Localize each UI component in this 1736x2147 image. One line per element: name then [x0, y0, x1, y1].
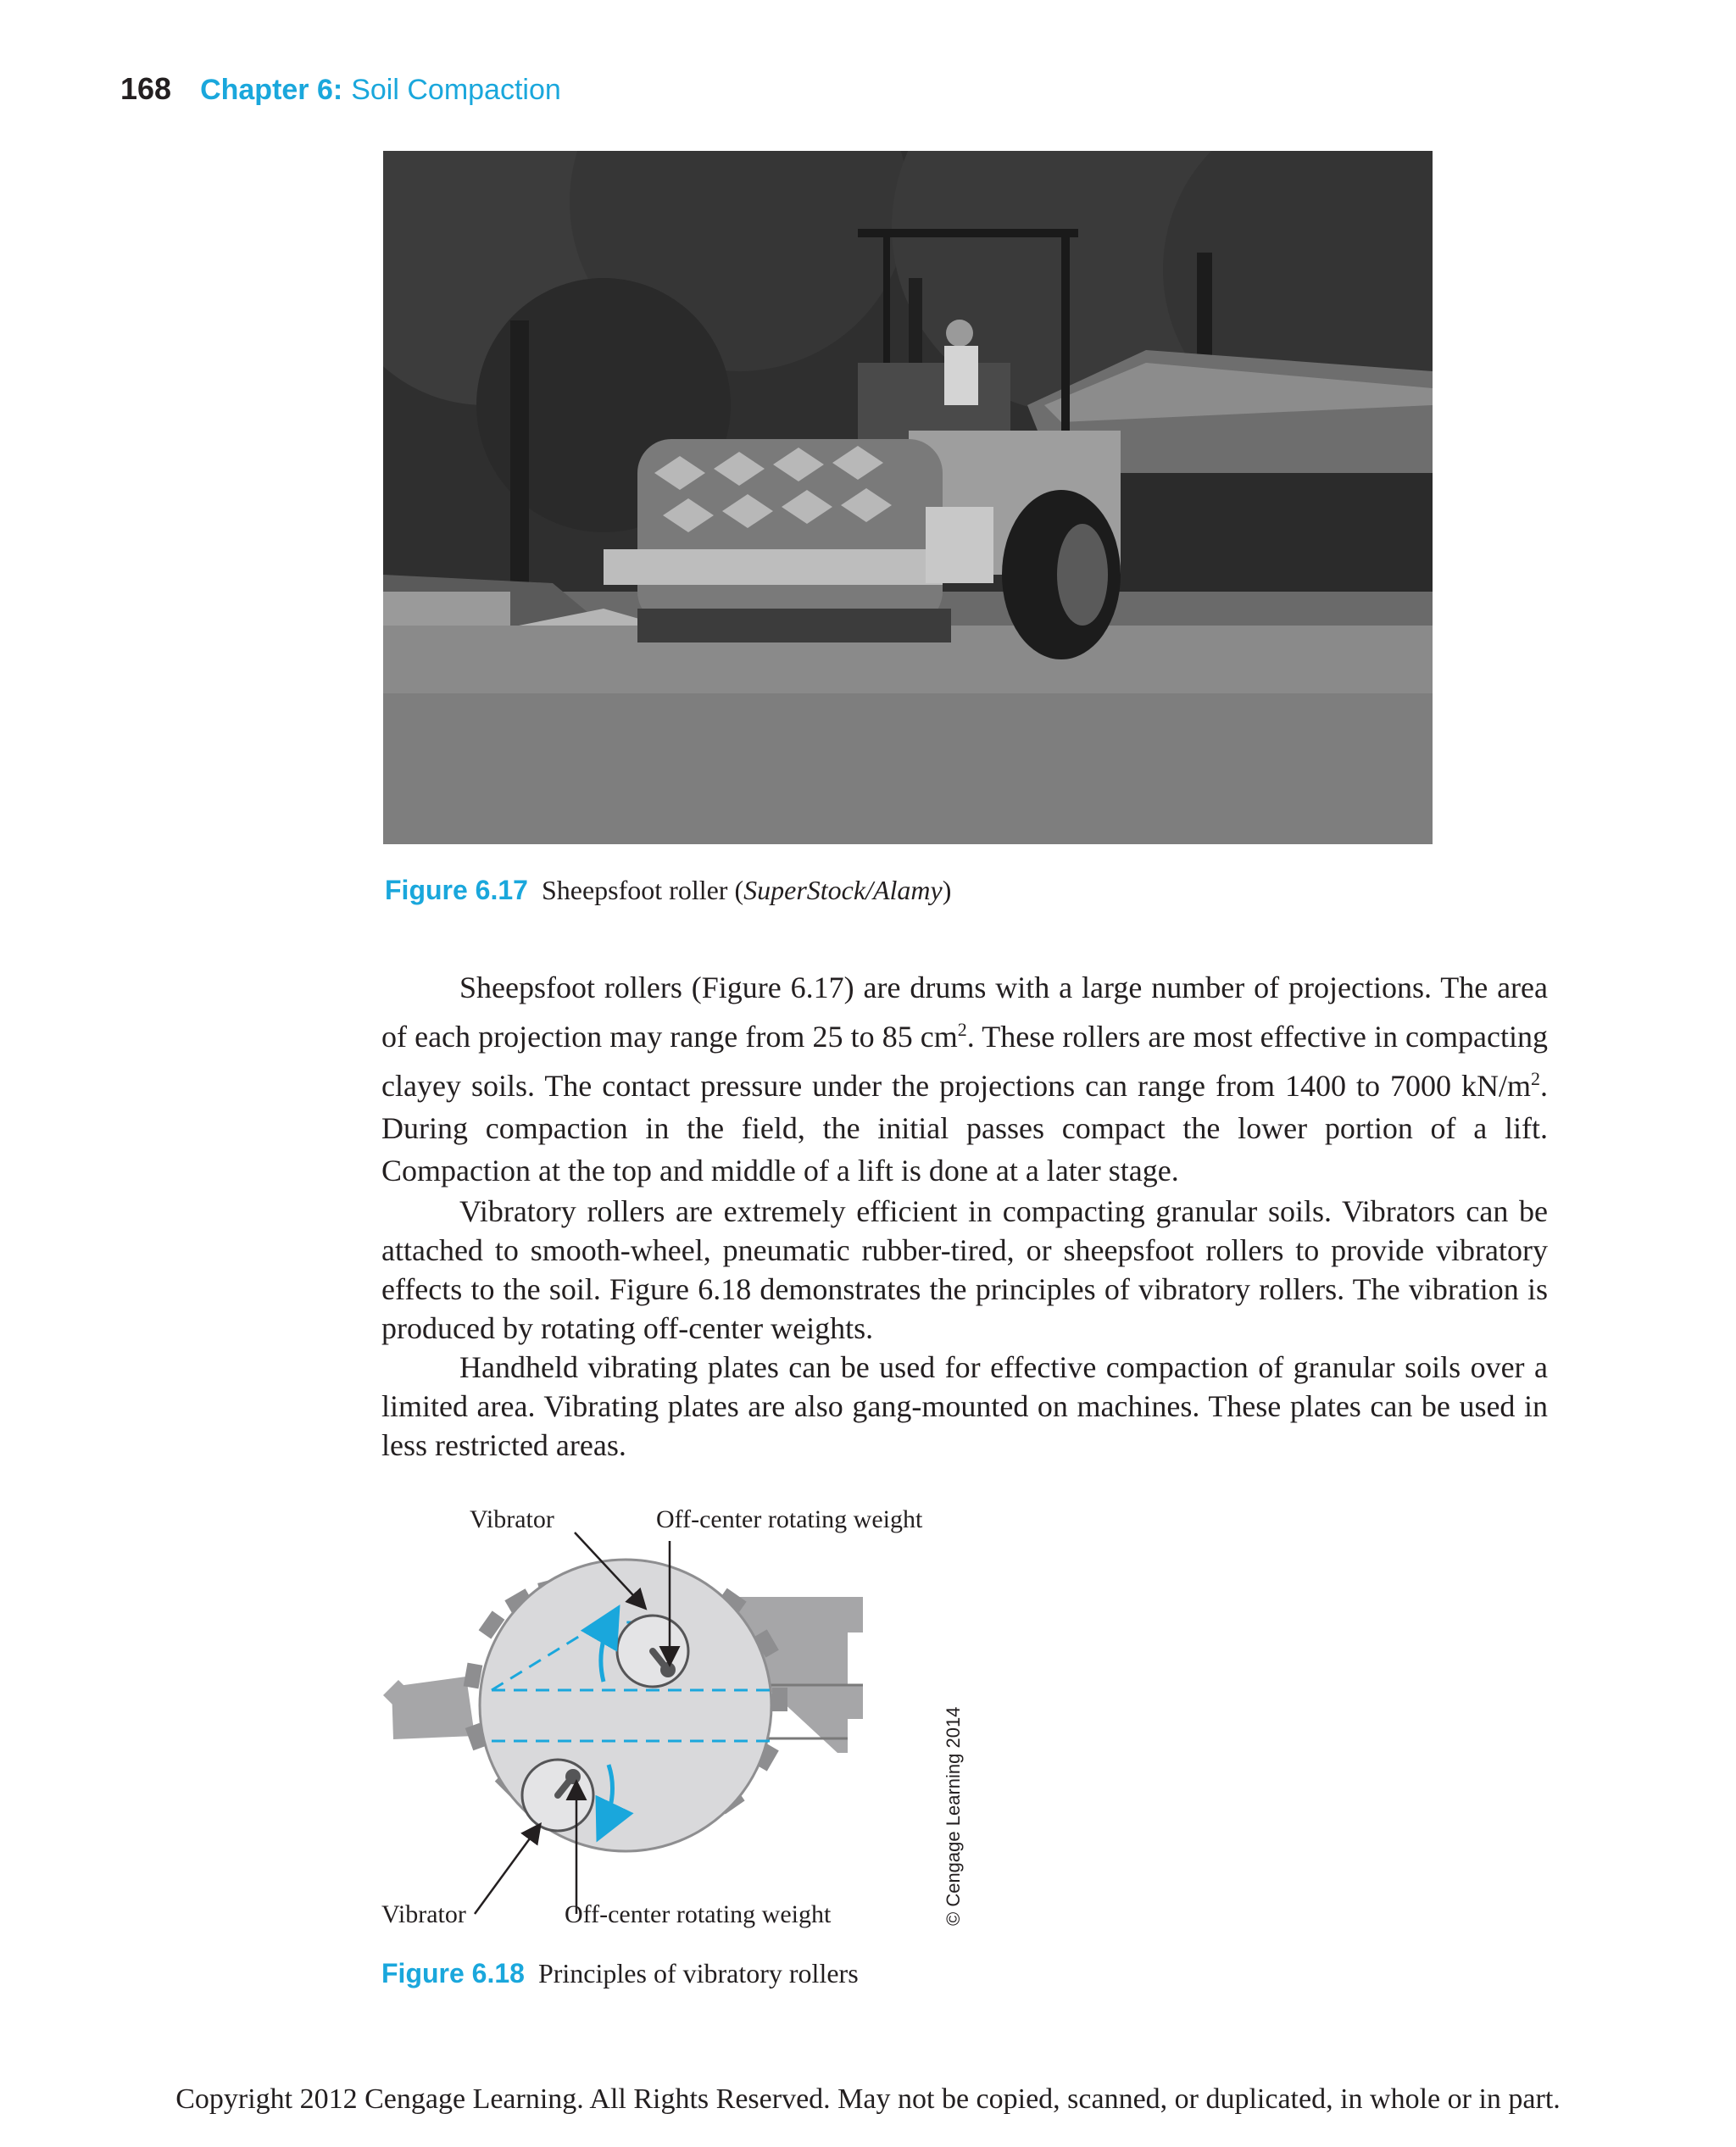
roller-schematic	[373, 1499, 966, 1922]
vibratory-roller-diagram	[373, 1499, 966, 1939]
figure-6-17-caption	[385, 875, 951, 906]
paragraph-sheepsfoot-part-a: Sheepsfoot rollers (Figure 6.17) are drums with a large number of projections. The area of each projection may range from 25 to 85 cm	[381, 971, 1548, 1054]
paragraph-sheepsfoot-part-b: . These rollers are most effective in compacting clayey soils. The contact pressure under the projections can range from 1400 to 7000 kN/m	[381, 1020, 1548, 1103]
sheepsfoot-roller-photo	[383, 151, 1433, 844]
paragraph-vibratory: Vibratory rollers are extremely efficient in compacting granular soils. Vibrators can be attached to smooth-wheel, pneumatic rubber-tired, or sheepsfoot rollers to provide vibratory effects to the soil. Figure 6.18 demonstrates the principles of vibratory rollers. The vibration is produced by rotating off-center weights.	[381, 1194, 1548, 1345]
cengage-credit: © Cengage Learning 2014	[943, 1706, 964, 1926]
figure-6-17-label: Figure 6.17	[385, 875, 528, 905]
off-center-weight-bottom	[565, 1769, 581, 1784]
off-center-weight-top	[660, 1662, 676, 1677]
running-header	[120, 71, 561, 114]
paragraph-plates: Handheld vibrating plates can be used for effective compaction of granular soils over a limited area. Vibrating plates are also gang-mounted on machines. These plates can be used in less restricted areas.	[381, 1350, 1548, 1462]
figure-6-18-caption-text: Principles of vibratory rollers	[537, 1958, 859, 1988]
label-vibrator-bottom: Vibrator	[381, 1900, 466, 1928]
body-text	[381, 966, 1548, 1465]
label-weight-top: Off-center rotating weight	[656, 1505, 923, 1533]
figure-6-17-credit: SuperStock/Alamy	[743, 875, 943, 905]
chapter-title: Soil Compaction	[351, 74, 561, 106]
label-vibrator-top: Vibrator	[470, 1505, 554, 1533]
paragraph-sheepsfoot	[381, 966, 1548, 1192]
copyright-footer: Copyright 2012 Cengage Learning. All Rights Reserved. May not be copied, scanned, or duplicated, in whole or in part.	[175, 2083, 1561, 2115]
paragraph-sheepsfoot-part-c: . During compaction in the field, the initial passes compact the lower portion of a lift. Compaction at the top and middle of a lift is done at a later stage.	[381, 1069, 1548, 1188]
label-weight-bottom: Off-center rotating weight	[565, 1900, 832, 1928]
figure-6-17-caption-end: )	[942, 875, 952, 905]
figure-6-18-caption	[381, 1958, 859, 1989]
figure-6-17-caption-text: Sheepsfoot roller (	[541, 875, 744, 905]
leader-vibrator-bottom	[475, 1826, 539, 1914]
page-number: 168	[120, 71, 172, 106]
superscript-2: 2	[957, 1019, 967, 1040]
superscript-2: 2	[1531, 1068, 1540, 1089]
figure-6-18-label: Figure 6.18	[381, 1958, 525, 1988]
chapter-label: Chapter 6:	[200, 74, 343, 106]
